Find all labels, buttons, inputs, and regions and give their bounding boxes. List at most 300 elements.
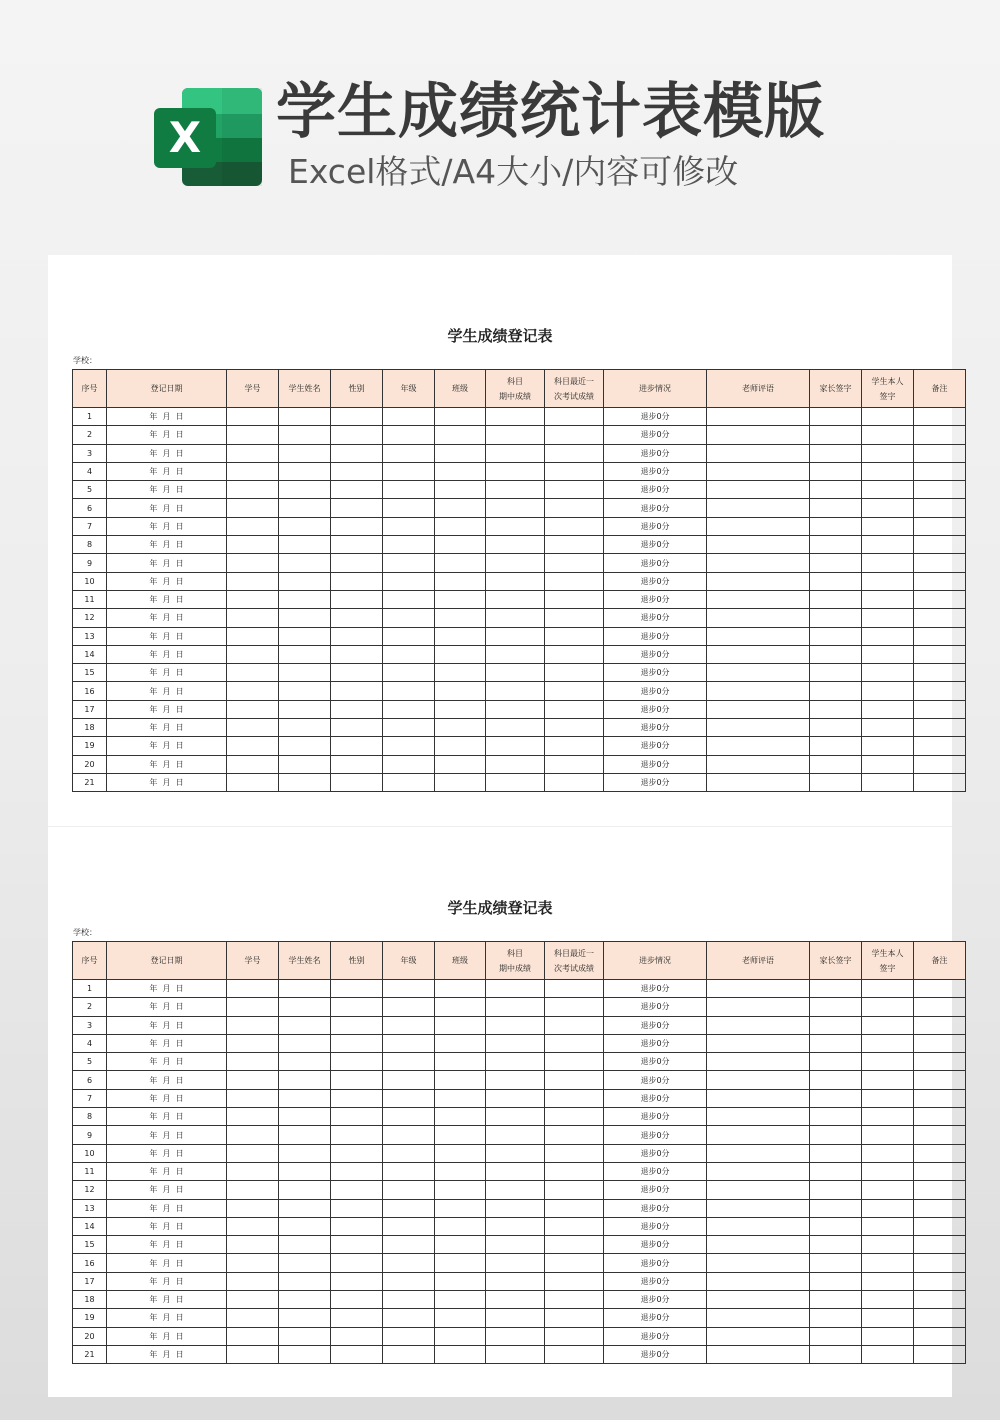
empty-cell[interactable]: [435, 426, 486, 444]
empty-cell[interactable]: [279, 408, 331, 426]
empty-cell[interactable]: [486, 1236, 545, 1254]
empty-cell[interactable]: [810, 572, 862, 590]
empty-cell[interactable]: [486, 1144, 545, 1162]
empty-cell[interactable]: [707, 1053, 810, 1071]
empty-cell[interactable]: [914, 462, 966, 480]
empty-cell[interactable]: [810, 1272, 862, 1290]
empty-cell[interactable]: [545, 1162, 604, 1180]
empty-cell[interactable]: [707, 1108, 810, 1126]
empty-cell[interactable]: [545, 700, 604, 718]
empty-cell[interactable]: [810, 590, 862, 608]
empty-cell[interactable]: [862, 1217, 914, 1235]
progress-cell[interactable]: 退步0分: [604, 998, 707, 1016]
date-cell[interactable]: 年 月 日: [107, 627, 227, 645]
progress-cell[interactable]: 退步0分: [604, 1034, 707, 1052]
progress-cell[interactable]: 退步0分: [604, 1236, 707, 1254]
empty-cell[interactable]: [914, 1236, 966, 1254]
empty-cell[interactable]: [810, 426, 862, 444]
empty-cell[interactable]: [914, 1254, 966, 1272]
empty-cell[interactable]: [545, 590, 604, 608]
empty-cell[interactable]: [435, 1291, 486, 1309]
progress-cell[interactable]: 退步0分: [604, 719, 707, 737]
empty-cell[interactable]: [331, 1236, 383, 1254]
empty-cell[interactable]: [914, 1272, 966, 1290]
row-number-cell[interactable]: 21: [73, 1345, 107, 1363]
date-cell[interactable]: 年 月 日: [107, 664, 227, 682]
date-cell[interactable]: 年 月 日: [107, 755, 227, 773]
empty-cell[interactable]: [486, 536, 545, 554]
empty-cell[interactable]: [383, 645, 435, 663]
empty-cell[interactable]: [486, 1071, 545, 1089]
progress-cell[interactable]: 退步0分: [604, 682, 707, 700]
empty-cell[interactable]: [914, 1016, 966, 1034]
row-number-cell[interactable]: 11: [73, 1162, 107, 1180]
empty-cell[interactable]: [331, 1291, 383, 1309]
empty-cell[interactable]: [331, 590, 383, 608]
empty-cell[interactable]: [383, 481, 435, 499]
empty-cell[interactable]: [227, 1199, 279, 1217]
empty-cell[interactable]: [486, 1327, 545, 1345]
empty-cell[interactable]: [279, 1345, 331, 1363]
empty-cell[interactable]: [279, 1071, 331, 1089]
empty-cell[interactable]: [862, 1199, 914, 1217]
empty-cell[interactable]: [279, 1016, 331, 1034]
row-number-cell[interactable]: 3: [73, 444, 107, 462]
empty-cell[interactable]: [227, 773, 279, 791]
empty-cell[interactable]: [810, 517, 862, 535]
empty-cell[interactable]: [279, 719, 331, 737]
date-cell[interactable]: 年 月 日: [107, 1162, 227, 1180]
progress-cell[interactable]: 退步0分: [604, 1053, 707, 1071]
empty-cell[interactable]: [486, 1034, 545, 1052]
empty-cell[interactable]: [383, 462, 435, 480]
empty-cell[interactable]: [435, 682, 486, 700]
empty-cell[interactable]: [227, 1291, 279, 1309]
empty-cell[interactable]: [331, 609, 383, 627]
progress-cell[interactable]: 退步0分: [604, 609, 707, 627]
empty-cell[interactable]: [707, 682, 810, 700]
date-cell[interactable]: 年 月 日: [107, 1053, 227, 1071]
empty-cell[interactable]: [383, 980, 435, 998]
empty-cell[interactable]: [810, 980, 862, 998]
empty-cell[interactable]: [486, 980, 545, 998]
progress-cell[interactable]: 退步0分: [604, 590, 707, 608]
empty-cell[interactable]: [545, 645, 604, 663]
empty-cell[interactable]: [707, 627, 810, 645]
empty-cell[interactable]: [435, 1108, 486, 1126]
empty-cell[interactable]: [227, 590, 279, 608]
date-cell[interactable]: 年 月 日: [107, 554, 227, 572]
date-cell[interactable]: 年 月 日: [107, 1126, 227, 1144]
empty-cell[interactable]: [545, 1217, 604, 1235]
empty-cell[interactable]: [707, 590, 810, 608]
empty-cell[interactable]: [383, 1071, 435, 1089]
empty-cell[interactable]: [435, 517, 486, 535]
empty-cell[interactable]: [383, 1108, 435, 1126]
empty-cell[interactable]: [486, 664, 545, 682]
progress-cell[interactable]: 退步0分: [604, 1071, 707, 1089]
empty-cell[interactable]: [545, 554, 604, 572]
empty-cell[interactable]: [862, 719, 914, 737]
empty-cell[interactable]: [810, 1053, 862, 1071]
empty-cell[interactable]: [331, 1254, 383, 1272]
empty-cell[interactable]: [279, 499, 331, 517]
empty-cell[interactable]: [435, 572, 486, 590]
row-number-cell[interactable]: 13: [73, 627, 107, 645]
empty-cell[interactable]: [810, 1309, 862, 1327]
empty-cell[interactable]: [545, 755, 604, 773]
empty-cell[interactable]: [227, 426, 279, 444]
empty-cell[interactable]: [435, 1162, 486, 1180]
empty-cell[interactable]: [545, 1016, 604, 1034]
empty-cell[interactable]: [914, 998, 966, 1016]
empty-cell[interactable]: [810, 554, 862, 572]
empty-cell[interactable]: [435, 1071, 486, 1089]
progress-cell[interactable]: 退步0分: [604, 1199, 707, 1217]
empty-cell[interactable]: [914, 1217, 966, 1235]
empty-cell[interactable]: [279, 773, 331, 791]
row-number-cell[interactable]: 19: [73, 1309, 107, 1327]
empty-cell[interactable]: [810, 1162, 862, 1180]
empty-cell[interactable]: [279, 1034, 331, 1052]
empty-cell[interactable]: [862, 499, 914, 517]
empty-cell[interactable]: [227, 499, 279, 517]
empty-cell[interactable]: [486, 1291, 545, 1309]
empty-cell[interactable]: [435, 719, 486, 737]
date-cell[interactable]: 年 月 日: [107, 1071, 227, 1089]
empty-cell[interactable]: [227, 998, 279, 1016]
date-cell[interactable]: 年 月 日: [107, 980, 227, 998]
empty-cell[interactable]: [227, 1071, 279, 1089]
empty-cell[interactable]: [707, 1199, 810, 1217]
empty-cell[interactable]: [862, 737, 914, 755]
empty-cell[interactable]: [383, 1181, 435, 1199]
empty-cell[interactable]: [486, 1254, 545, 1272]
empty-cell[interactable]: [545, 481, 604, 499]
empty-cell[interactable]: [486, 590, 545, 608]
empty-cell[interactable]: [435, 536, 486, 554]
empty-cell[interactable]: [486, 1199, 545, 1217]
progress-cell[interactable]: 退步0分: [604, 664, 707, 682]
empty-cell[interactable]: [331, 719, 383, 737]
empty-cell[interactable]: [331, 664, 383, 682]
row-number-cell[interactable]: 7: [73, 1089, 107, 1107]
date-cell[interactable]: 年 月 日: [107, 737, 227, 755]
row-number-cell[interactable]: 8: [73, 1108, 107, 1126]
empty-cell[interactable]: [227, 1108, 279, 1126]
empty-cell[interactable]: [486, 499, 545, 517]
empty-cell[interactable]: [331, 444, 383, 462]
empty-cell[interactable]: [862, 682, 914, 700]
empty-cell[interactable]: [331, 998, 383, 1016]
empty-cell[interactable]: [227, 572, 279, 590]
empty-cell[interactable]: [331, 408, 383, 426]
empty-cell[interactable]: [545, 408, 604, 426]
progress-cell[interactable]: 退步0分: [604, 1162, 707, 1180]
empty-cell[interactable]: [914, 755, 966, 773]
row-number-cell[interactable]: 1: [73, 408, 107, 426]
empty-cell[interactable]: [810, 499, 862, 517]
empty-cell[interactable]: [383, 1291, 435, 1309]
row-number-cell[interactable]: 19: [73, 737, 107, 755]
empty-cell[interactable]: [914, 700, 966, 718]
empty-cell[interactable]: [862, 1126, 914, 1144]
empty-cell[interactable]: [810, 755, 862, 773]
empty-cell[interactable]: [545, 1144, 604, 1162]
empty-cell[interactable]: [227, 554, 279, 572]
empty-cell[interactable]: [279, 1199, 331, 1217]
empty-cell[interactable]: [331, 536, 383, 554]
empty-cell[interactable]: [810, 1236, 862, 1254]
empty-cell[interactable]: [435, 590, 486, 608]
empty-cell[interactable]: [227, 609, 279, 627]
row-number-cell[interactable]: 13: [73, 1199, 107, 1217]
empty-cell[interactable]: [486, 737, 545, 755]
empty-cell[interactable]: [707, 719, 810, 737]
empty-cell[interactable]: [279, 1144, 331, 1162]
empty-cell[interactable]: [227, 536, 279, 554]
empty-cell[interactable]: [914, 627, 966, 645]
row-number-cell[interactable]: 15: [73, 664, 107, 682]
empty-cell[interactable]: [279, 1181, 331, 1199]
empty-cell[interactable]: [279, 1126, 331, 1144]
empty-cell[interactable]: [707, 1327, 810, 1345]
empty-cell[interactable]: [545, 1327, 604, 1345]
empty-cell[interactable]: [279, 572, 331, 590]
empty-cell[interactable]: [383, 426, 435, 444]
date-cell[interactable]: 年 月 日: [107, 444, 227, 462]
empty-cell[interactable]: [545, 980, 604, 998]
empty-cell[interactable]: [227, 700, 279, 718]
empty-cell[interactable]: [914, 1071, 966, 1089]
empty-cell[interactable]: [227, 517, 279, 535]
row-number-cell[interactable]: 6: [73, 499, 107, 517]
empty-cell[interactable]: [486, 1309, 545, 1327]
progress-cell[interactable]: 退步0分: [604, 1126, 707, 1144]
row-number-cell[interactable]: 18: [73, 719, 107, 737]
empty-cell[interactable]: [383, 773, 435, 791]
progress-cell[interactable]: 退步0分: [604, 1272, 707, 1290]
empty-cell[interactable]: [383, 1272, 435, 1290]
empty-cell[interactable]: [279, 1309, 331, 1327]
empty-cell[interactable]: [435, 980, 486, 998]
empty-cell[interactable]: [545, 737, 604, 755]
date-cell[interactable]: 年 月 日: [107, 998, 227, 1016]
empty-cell[interactable]: [810, 1199, 862, 1217]
empty-cell[interactable]: [279, 1108, 331, 1126]
empty-cell[interactable]: [279, 980, 331, 998]
empty-cell[interactable]: [435, 1181, 486, 1199]
empty-cell[interactable]: [435, 755, 486, 773]
empty-cell[interactable]: [486, 408, 545, 426]
empty-cell[interactable]: [862, 1034, 914, 1052]
empty-cell[interactable]: [545, 462, 604, 480]
empty-cell[interactable]: [486, 682, 545, 700]
empty-cell[interactable]: [331, 1053, 383, 1071]
empty-cell[interactable]: [914, 609, 966, 627]
empty-cell[interactable]: [862, 554, 914, 572]
empty-cell[interactable]: [435, 773, 486, 791]
empty-cell[interactable]: [435, 645, 486, 663]
empty-cell[interactable]: [435, 1089, 486, 1107]
progress-cell[interactable]: 退步0分: [604, 645, 707, 663]
empty-cell[interactable]: [486, 627, 545, 645]
empty-cell[interactable]: [331, 1199, 383, 1217]
empty-cell[interactable]: [383, 536, 435, 554]
empty-cell[interactable]: [435, 462, 486, 480]
empty-cell[interactable]: [914, 408, 966, 426]
date-cell[interactable]: 年 月 日: [107, 1034, 227, 1052]
empty-cell[interactable]: [914, 517, 966, 535]
empty-cell[interactable]: [545, 773, 604, 791]
empty-cell[interactable]: [435, 1199, 486, 1217]
date-cell[interactable]: 年 月 日: [107, 1291, 227, 1309]
row-number-cell[interactable]: 17: [73, 1272, 107, 1290]
empty-cell[interactable]: [545, 1309, 604, 1327]
progress-cell[interactable]: 退步0分: [604, 1327, 707, 1345]
progress-cell[interactable]: 退步0分: [604, 1217, 707, 1235]
date-cell[interactable]: 年 月 日: [107, 499, 227, 517]
empty-cell[interactable]: [545, 609, 604, 627]
empty-cell[interactable]: [862, 1345, 914, 1363]
empty-cell[interactable]: [435, 481, 486, 499]
row-number-cell[interactable]: 12: [73, 609, 107, 627]
empty-cell[interactable]: [383, 627, 435, 645]
empty-cell[interactable]: [279, 1254, 331, 1272]
empty-cell[interactable]: [435, 1034, 486, 1052]
empty-cell[interactable]: [862, 1236, 914, 1254]
empty-cell[interactable]: [331, 1071, 383, 1089]
empty-cell[interactable]: [227, 1254, 279, 1272]
empty-cell[interactable]: [227, 1217, 279, 1235]
progress-cell[interactable]: 退步0分: [604, 1345, 707, 1363]
empty-cell[interactable]: [914, 773, 966, 791]
empty-cell[interactable]: [545, 1291, 604, 1309]
empty-cell[interactable]: [862, 627, 914, 645]
empty-cell[interactable]: [486, 572, 545, 590]
row-number-cell[interactable]: 8: [73, 536, 107, 554]
progress-cell[interactable]: 退步0分: [604, 1016, 707, 1034]
empty-cell[interactable]: [279, 1217, 331, 1235]
empty-cell[interactable]: [486, 1053, 545, 1071]
empty-cell[interactable]: [383, 499, 435, 517]
row-number-cell[interactable]: 11: [73, 590, 107, 608]
empty-cell[interactable]: [545, 1236, 604, 1254]
empty-cell[interactable]: [914, 1291, 966, 1309]
empty-cell[interactable]: [227, 1272, 279, 1290]
empty-cell[interactable]: [862, 700, 914, 718]
empty-cell[interactable]: [545, 517, 604, 535]
empty-cell[interactable]: [383, 1217, 435, 1235]
empty-cell[interactable]: [707, 773, 810, 791]
empty-cell[interactable]: [486, 1181, 545, 1199]
empty-cell[interactable]: [331, 737, 383, 755]
empty-cell[interactable]: [279, 645, 331, 663]
empty-cell[interactable]: [810, 481, 862, 499]
empty-cell[interactable]: [810, 700, 862, 718]
empty-cell[interactable]: [435, 664, 486, 682]
empty-cell[interactable]: [383, 1327, 435, 1345]
empty-cell[interactable]: [383, 1016, 435, 1034]
empty-cell[interactable]: [810, 1089, 862, 1107]
empty-cell[interactable]: [810, 645, 862, 663]
date-cell[interactable]: 年 月 日: [107, 682, 227, 700]
empty-cell[interactable]: [914, 1309, 966, 1327]
empty-cell[interactable]: [279, 517, 331, 535]
empty-cell[interactable]: [279, 481, 331, 499]
empty-cell[interactable]: [545, 682, 604, 700]
empty-cell[interactable]: [486, 998, 545, 1016]
date-cell[interactable]: 年 月 日: [107, 719, 227, 737]
empty-cell[interactable]: [707, 998, 810, 1016]
row-number-cell[interactable]: 10: [73, 572, 107, 590]
empty-cell[interactable]: [486, 1272, 545, 1290]
empty-cell[interactable]: [383, 517, 435, 535]
empty-cell[interactable]: [545, 426, 604, 444]
empty-cell[interactable]: [545, 1108, 604, 1126]
empty-cell[interactable]: [279, 1089, 331, 1107]
empty-cell[interactable]: [331, 755, 383, 773]
date-cell[interactable]: 年 月 日: [107, 1345, 227, 1363]
empty-cell[interactable]: [486, 426, 545, 444]
empty-cell[interactable]: [810, 1126, 862, 1144]
empty-cell[interactable]: [435, 627, 486, 645]
empty-cell[interactable]: [862, 444, 914, 462]
empty-cell[interactable]: [383, 1089, 435, 1107]
empty-cell[interactable]: [545, 444, 604, 462]
empty-cell[interactable]: [545, 1126, 604, 1144]
empty-cell[interactable]: [810, 998, 862, 1016]
empty-cell[interactable]: [331, 1217, 383, 1235]
empty-cell[interactable]: [435, 1272, 486, 1290]
empty-cell[interactable]: [545, 1089, 604, 1107]
empty-cell[interactable]: [331, 572, 383, 590]
empty-cell[interactable]: [862, 1309, 914, 1327]
empty-cell[interactable]: [914, 1034, 966, 1052]
empty-cell[interactable]: [862, 664, 914, 682]
empty-cell[interactable]: [914, 1126, 966, 1144]
empty-cell[interactable]: [545, 1034, 604, 1052]
empty-cell[interactable]: [914, 1327, 966, 1345]
empty-cell[interactable]: [862, 536, 914, 554]
empty-cell[interactable]: [486, 645, 545, 663]
empty-cell[interactable]: [810, 1254, 862, 1272]
empty-cell[interactable]: [914, 645, 966, 663]
empty-cell[interactable]: [227, 1327, 279, 1345]
empty-cell[interactable]: [545, 998, 604, 1016]
empty-cell[interactable]: [227, 1034, 279, 1052]
empty-cell[interactable]: [331, 481, 383, 499]
row-number-cell[interactable]: 17: [73, 700, 107, 718]
empty-cell[interactable]: [545, 719, 604, 737]
empty-cell[interactable]: [707, 1272, 810, 1290]
empty-cell[interactable]: [383, 664, 435, 682]
empty-cell[interactable]: [862, 1144, 914, 1162]
empty-cell[interactable]: [331, 517, 383, 535]
empty-cell[interactable]: [279, 627, 331, 645]
empty-cell[interactable]: [707, 1162, 810, 1180]
empty-cell[interactable]: [227, 664, 279, 682]
empty-cell[interactable]: [331, 1144, 383, 1162]
empty-cell[interactable]: [279, 444, 331, 462]
empty-cell[interactable]: [914, 1053, 966, 1071]
empty-cell[interactable]: [331, 1345, 383, 1363]
row-number-cell[interactable]: 16: [73, 1254, 107, 1272]
date-cell[interactable]: 年 月 日: [107, 462, 227, 480]
empty-cell[interactable]: [227, 1016, 279, 1034]
progress-cell[interactable]: 退步0分: [604, 517, 707, 535]
empty-cell[interactable]: [914, 719, 966, 737]
